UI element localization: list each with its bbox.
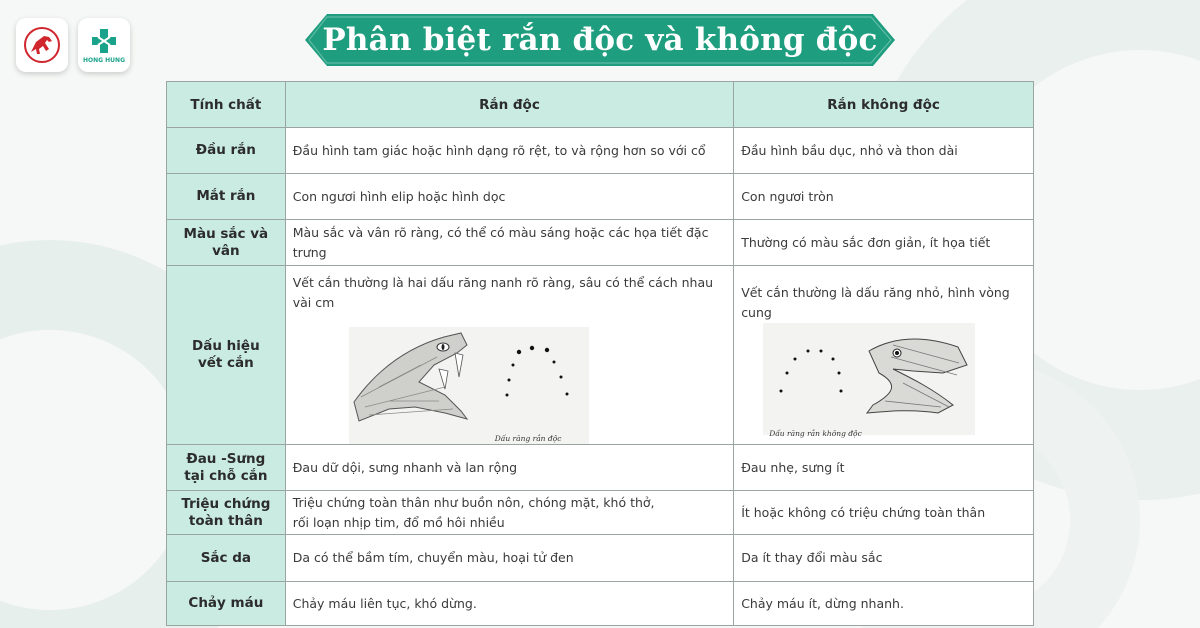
comparison-table	[166, 81, 1034, 626]
column-header: Rắn độc	[285, 82, 733, 128]
nonvenomous-cell: Chảy máu ít, dừng nhanh.	[734, 582, 1034, 626]
column-header: Tính chất	[167, 82, 286, 128]
table-row	[167, 128, 1034, 174]
nonvenomous-snake-bite-illustration	[763, 323, 975, 438]
nonvenomous-cell: Con ngươi tròn	[734, 174, 1034, 220]
table-row	[167, 535, 1034, 582]
venomous-cell	[285, 266, 733, 445]
venomous-cell: Chảy máu liên tục, khó dừng.	[285, 582, 733, 626]
venomous-snake-head-icon	[349, 327, 589, 444]
nonvenomous-cell: Đầu hình bầu dục, nhỏ và thon dài	[734, 128, 1034, 174]
row-label: Đầu rắn	[167, 128, 286, 174]
venomous-cell: Con ngươi hình elip hoặc hình dọc	[285, 174, 733, 220]
horse-icon	[22, 25, 62, 65]
table-row	[167, 220, 1034, 266]
row-label-line: tại chỗ cắn	[184, 467, 268, 484]
row-label: Màu sắc và vân	[167, 220, 286, 266]
row-label-line: Đau -Sưng	[186, 450, 266, 467]
nonvenomous-cell: Thường có màu sắc đơn giản, ít họa tiết	[734, 220, 1034, 266]
nonvenomous-snake-head-icon	[763, 323, 975, 435]
row-label	[167, 491, 286, 535]
venomous-cell: Da có thể bầm tím, chuyển màu, hoại tử đen	[285, 535, 733, 582]
row-label: Chảy máu	[167, 582, 286, 626]
nonvenomous-bite-text: Vết cắn thường là dấu răng nhỏ, hình vòng cung	[741, 284, 1010, 320]
nonvenomous-cell: Đau nhẹ, sưng ít	[734, 445, 1034, 491]
row-label	[167, 266, 286, 445]
row-label-line: Triệu chứng	[181, 495, 271, 512]
row-label-line: Dấu hiệu	[192, 338, 260, 354]
table-row	[167, 491, 1034, 535]
image-caption: Dấu răng rắn độc	[494, 434, 562, 443]
venomous-cell: Đau dữ dội, sưng nhanh và lan rộng	[285, 445, 733, 491]
table-row	[167, 266, 1034, 445]
nonvenomous-cell: Da ít thay đổi màu sắc	[734, 535, 1034, 582]
venomous-snake-bite-illustration	[349, 327, 589, 444]
venomous-cell: Đầu hình tam giác hoặc hình dạng rõ rệt, to và rộng hơn so với cổ	[285, 128, 733, 174]
page-title: Phân biệt rắn độc và không độc	[322, 22, 878, 58]
row-label-line: toàn thân	[188, 512, 263, 529]
image-caption: Dấu răng rắn không độc	[769, 428, 862, 438]
venomous-text-line: Triệu chứng toàn thân như buồn nôn, chóng mặt, khó thở,	[292, 494, 655, 510]
red-horse-logo	[16, 18, 68, 72]
table-row	[167, 445, 1034, 491]
row-label: Sắc da	[167, 535, 286, 582]
table-header-row	[167, 82, 1034, 128]
row-label	[167, 445, 286, 491]
nonvenomous-cell: Ít hoặc không có triệu chứng toàn thân	[734, 491, 1034, 535]
row-label-line: vết cắn	[197, 355, 254, 371]
medical-cross-icon	[90, 27, 118, 55]
table-row	[167, 174, 1034, 220]
column-header: Rắn không độc	[734, 82, 1034, 128]
hong-hung-logo	[78, 18, 130, 72]
title-banner	[305, 14, 895, 66]
venomous-text-line: rối loạn nhịp tim, đổ mồ hôi nhiều	[292, 514, 505, 530]
logo-caption: HONG HUNG	[83, 56, 125, 64]
nonvenomous-cell	[734, 266, 1034, 445]
venomous-bite-text: Vết cắn thường là hai dấu răng nanh rõ ràng, sâu có thể cách nhau vài cm	[292, 275, 714, 310]
venomous-cell	[285, 491, 733, 535]
table-row	[167, 582, 1034, 626]
venomous-cell: Màu sắc và vân rõ ràng, có thể có màu sáng hoặc các họa tiết đặc trưng	[285, 220, 733, 266]
row-label: Mắt rắn	[167, 174, 286, 220]
